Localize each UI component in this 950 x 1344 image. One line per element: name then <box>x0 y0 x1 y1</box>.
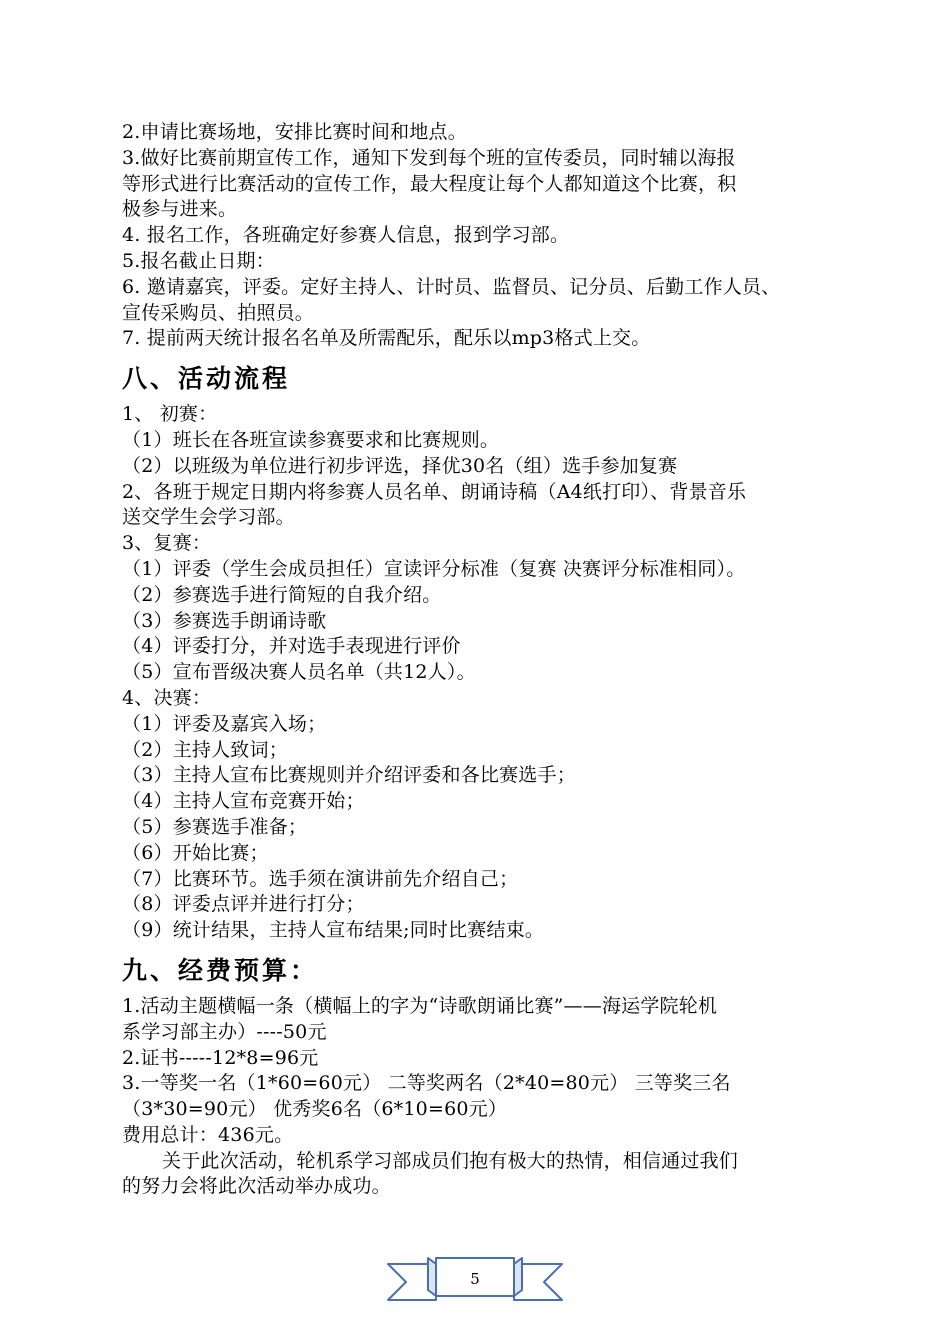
budget-line: 1.活动主题横幅一条（横幅上的字为“诗歌朗诵比赛”——海运学院轮机 <box>122 994 718 1017</box>
flow-line: 1、 初赛： <box>122 403 218 426</box>
flow-line: （3）参赛选手朗诵诗歌 <box>122 609 327 632</box>
flow-line: （5）宣布晋级决赛人员名单（共12人）。 <box>122 661 476 684</box>
page-number: 5 <box>470 1270 480 1288</box>
flow-line: （2）以班级为单位进行初步评选，择优30名（组）选手参加复赛 <box>122 454 678 477</box>
flow-line: （4）评委打分，并对选手表现进行评价 <box>122 635 461 658</box>
closing-line: 关于此次活动，轮机系学习部成员们抱有极大的热情，相信通过我们 <box>162 1149 739 1172</box>
budget-heading: 九、经费预算： <box>122 955 319 985</box>
budget-line: 系学习部主办）----50元 <box>122 1020 327 1043</box>
flow-line: （3）主持人宣布比赛规则并介绍评委和各比赛选手； <box>122 764 576 787</box>
activity-flow-heading: 八、活动流程 <box>122 364 291 394</box>
prep-line: 4. 报名工作，各班确定好参赛人信息，报到学习部。 <box>122 224 570 247</box>
prep-line: 5.报名截止日期： <box>122 249 275 272</box>
budget-section <box>122 994 842 1200</box>
budget-line: 费用总计：436元。 <box>122 1123 294 1146</box>
prep-line: 6. 邀请嘉宾，评委。定好主持人、计时员、监督员、记分员、后勤工作人员、 <box>122 275 781 298</box>
prep-line: 7. 提前两天统计报名名单及所需配乐，配乐以mp3格式上交。 <box>122 327 651 350</box>
flow-line: （6）开始比赛； <box>122 841 269 864</box>
flow-line: （2）主持人致词； <box>122 738 288 761</box>
budget-line: 2.证书-----12*8=96元 <box>122 1046 319 1069</box>
prep-line: 等形式进行比赛活动的宣传工作，最大程度让每个人都知道这个比赛，积 <box>122 172 737 195</box>
preparation-section <box>122 120 842 352</box>
flow-line: （4）主持人宣布竞赛开始； <box>122 790 365 813</box>
flow-line: 送交学生会学习部。 <box>122 506 295 529</box>
prep-line: 3.做好比赛前期宣传工作，通知下发到每个班的宣传委员，同时辅以海报 <box>122 146 736 169</box>
flow-line: （7）比赛环节。选手须在演讲前先介绍自己； <box>122 867 519 890</box>
closing-line: 的努力会将此次活动举办成功。 <box>122 1175 391 1198</box>
flow-line: （1）班长在各班宣读参赛要求和比赛规则。 <box>122 428 500 451</box>
activity-flow-section <box>122 402 842 944</box>
flow-line: 2、各班于规定日期内将参赛人员名单、朗诵诗稿（A4纸打印）、背景音乐 <box>122 480 747 503</box>
flow-line: （2）参赛选手进行简短的自我介绍。 <box>122 583 442 606</box>
flow-line: 3、复赛： <box>122 532 212 555</box>
prep-line: 极参与进来。 <box>122 198 238 221</box>
page-footer <box>0 1250 950 1310</box>
prep-line: 宣传采购员、拍照员。 <box>122 301 315 324</box>
prep-line: 2.申请比赛场地，安排比赛时间和地点。 <box>122 121 467 143</box>
flow-line: （1）评委（学生会成员担任）宣读评分标准（复赛 决赛评分标准相同）。 <box>122 557 746 580</box>
budget-line: 3.一等奖一名（1*60=60元） 二等奖两名（2*40=80元） 三等奖三名 <box>122 1072 731 1095</box>
flow-line: （9）统计结果，主持人宣布结果;同时比赛结束。 <box>122 919 545 942</box>
flow-line: （1）评委及嘉宾入场； <box>122 712 327 735</box>
budget-line: （3*30=90元） 优秀奖6名（6*10=60元） <box>122 1098 508 1121</box>
flow-line: （8）评委点评并进行打分； <box>122 893 365 916</box>
document-body <box>122 120 842 1200</box>
flow-line: 4、决赛： <box>122 686 212 709</box>
flow-line: （5）参赛选手准备； <box>122 815 308 838</box>
